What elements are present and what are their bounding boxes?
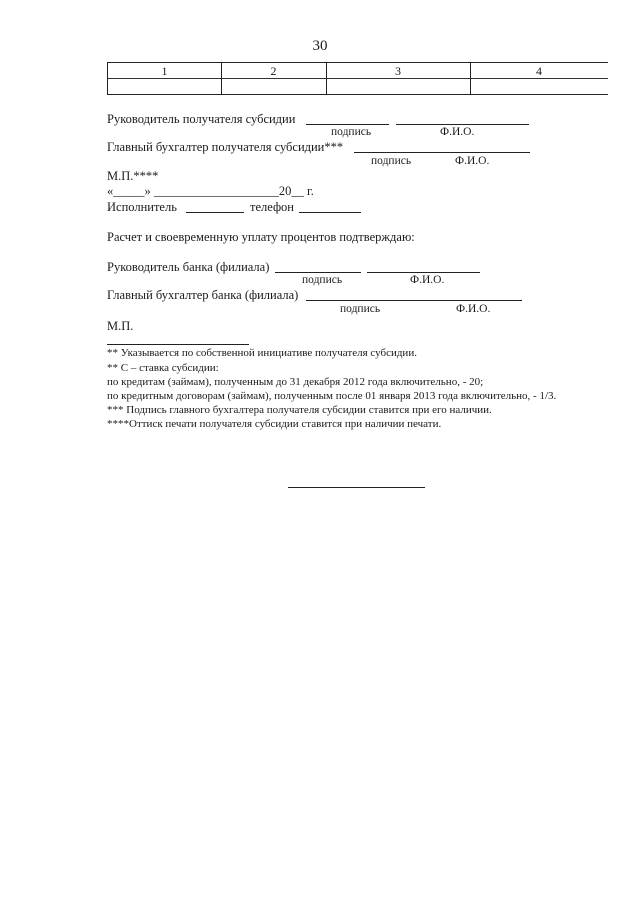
- page-number: 30: [312, 38, 328, 54]
- table-header-cell-2: 2: [270, 64, 277, 78]
- bank-accountant-label: Главный бухгалтер банка (филиала): [107, 288, 299, 302]
- bank-accountant-podpis-caption: подпись: [340, 303, 381, 315]
- phone-label: телефон: [250, 200, 294, 214]
- confirmation-text: Расчет и своевременную уплату процентов подтверждаю:: [107, 230, 415, 244]
- phone-line: [299, 212, 361, 213]
- bank-head-label: Руководитель банка (филиала): [107, 260, 270, 274]
- table-header-cell-4: 4: [536, 64, 542, 78]
- recipient-head-name-line: [396, 124, 529, 125]
- recipient-accountant-label: Главный бухгалтер получателя субсидии***: [107, 140, 344, 154]
- document-end-line: [288, 487, 425, 488]
- recipient-head-signature-line: [306, 124, 389, 125]
- table-header-cell-3: 3: [395, 64, 401, 78]
- bank-head-signature-line: [275, 272, 361, 273]
- recipient-head-fio-caption: Ф.И.О.: [440, 126, 475, 138]
- footnote-6: ****Оттиск печати получателя субсидии ставится при наличии печати.: [107, 418, 442, 430]
- footnote-1: ** Указывается по собственной инициативе получателя субсидии.: [107, 347, 417, 359]
- footnote-3: по кредитам (займам), полученным до 31 декабря 2012 года включительно, - 20;: [107, 376, 484, 388]
- footnote-4: по кредитным договорам (займам), полученным после 01 января 2013 года включительно, - 1/3.: [107, 390, 557, 402]
- bank-accountant-signature-line: [306, 300, 522, 301]
- bank-stamp-label: М.П.: [107, 319, 134, 333]
- bank-head-name-line: [367, 272, 480, 273]
- bank-head-podpis-caption: подпись: [302, 274, 343, 286]
- recipient-accountant-fio-caption: Ф.И.О.: [455, 155, 490, 167]
- recipient-stamp-label: М.П.****: [107, 169, 159, 183]
- recipient-head-label: Руководитель получателя субсидии: [107, 112, 296, 126]
- executor-line: [186, 212, 244, 213]
- bank-head-fio-caption: Ф.И.О.: [410, 274, 445, 286]
- table-header-cell-1: 1: [161, 64, 168, 78]
- date-line: «_____» ____________________20__ г.: [107, 184, 314, 198]
- recipient-accountant-podpis-caption: подпись: [371, 155, 412, 167]
- footnote-5: *** Подпись главного бухгалтера получателя субсидии ставится при его наличии.: [107, 404, 492, 416]
- recipient-accountant-signature-line: [354, 152, 530, 153]
- data-table: [107, 62, 608, 95]
- recipient-head-podpis-caption: подпись: [331, 126, 372, 138]
- bank-accountant-fio-caption: Ф.И.О.: [456, 303, 491, 315]
- executor-label: Исполнитель: [107, 200, 177, 214]
- footnote-separator: [107, 344, 249, 345]
- footnote-2: ** С – ставка субсидии:: [107, 362, 219, 374]
